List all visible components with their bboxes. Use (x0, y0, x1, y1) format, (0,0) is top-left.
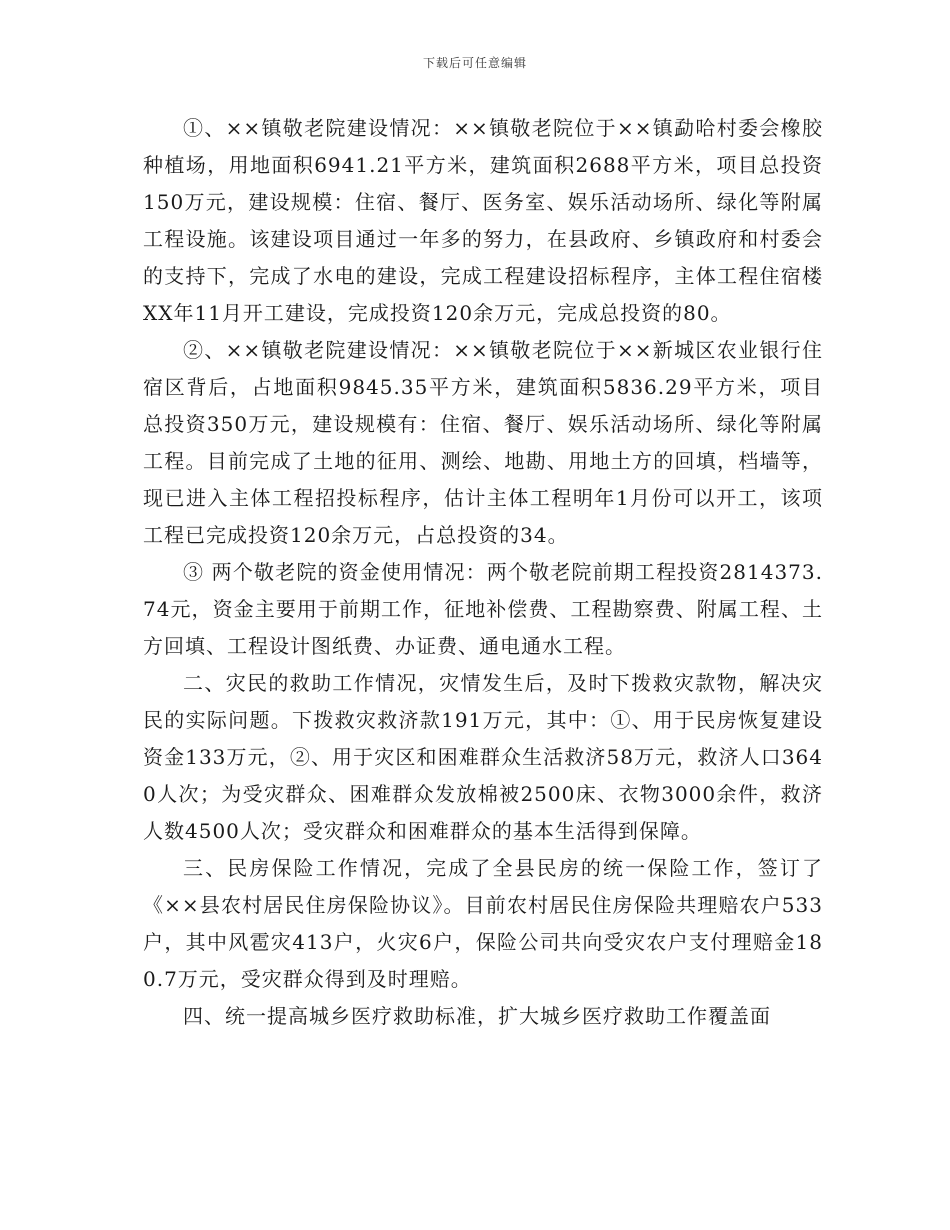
paragraph-medical-aid: 四、统一提高城乡医疗救助标准，扩大城乡医疗救助工作覆盖面 (183, 1004, 771, 1028)
paragraph-nursing-home-2: ②、××镇敬老院建设情况：××镇敬老院位于××新城区农业银行住宿区背后，占地面积9845.35平方米，建筑面积5836.29平方米，项目总投资350万元，建设规模有：住宿、餐厅、娱乐活动场所、绿化等附属工程。目前完成了土地的征用、测绘、地勘、用地土方的回填，档墙等，现已进入主体工程招投标程序，估计主体工程明年1月份可以开工，该项工程已完成投资120余万元，占总投资的34。 (143, 338, 823, 547)
paragraph-fund-usage: ③ 两个敬老院的资金使用情况：两个敬老院前期工程投资2814373.74元，资金主要用于前期工作，征地补偿费、工程勘察费、附属工程、土方回填、工程设计图纸费、办证费、通电通水工程。 (143, 560, 823, 658)
paragraph-nursing-home-1: ①、××镇敬老院建设情况：××镇敬老院位于××镇勐哈村委会橡胶种植场，用地面积6941.21平方米，建筑面积2688平方米，项目总投资150万元，建设规模：住宿、餐厅、医务室、娱乐活动场所、绿化等附属工程设施。该建设项目通过一年多的努力，在县政府、乡镇政府和村委会的支持下，完成了水电的建设，完成工程建设招标程序，主体工程住宿楼XX年11月开工建设，完成投资120余万元，完成总投资的80。 (143, 116, 823, 325)
document-body (143, 110, 823, 1035)
paragraph-housing-insurance: 三、民房保险工作情况，完成了全县民房的统一保险工作，签订了《××县农村居民住房保险协议》。目前农村居民住房保险共理赔农户533户，其中风雹灾413户，火灾6户，保险公司共向受灾农户支付理赔金180.7万元，受灾群众得到及时理赔。 (143, 856, 823, 991)
page-header: 下载后可任意编辑 (422, 56, 527, 70)
paragraph-disaster-relief: 二、灾民的救助工作情况，灾情发生后，及时下拨救灾款物，解决灾民的实际问题。下拨救灾救济款191万元，其中：①、用于民房恢复建设资金133万元，②、用于灾区和困难群众生活救济58万元，救济人口3640人次；为受灾群众、困难群众发放棉被2500床、衣物3000余件，救济人数4500人次；受灾群众和困难群众的基本生活得到保障。 (143, 671, 823, 843)
